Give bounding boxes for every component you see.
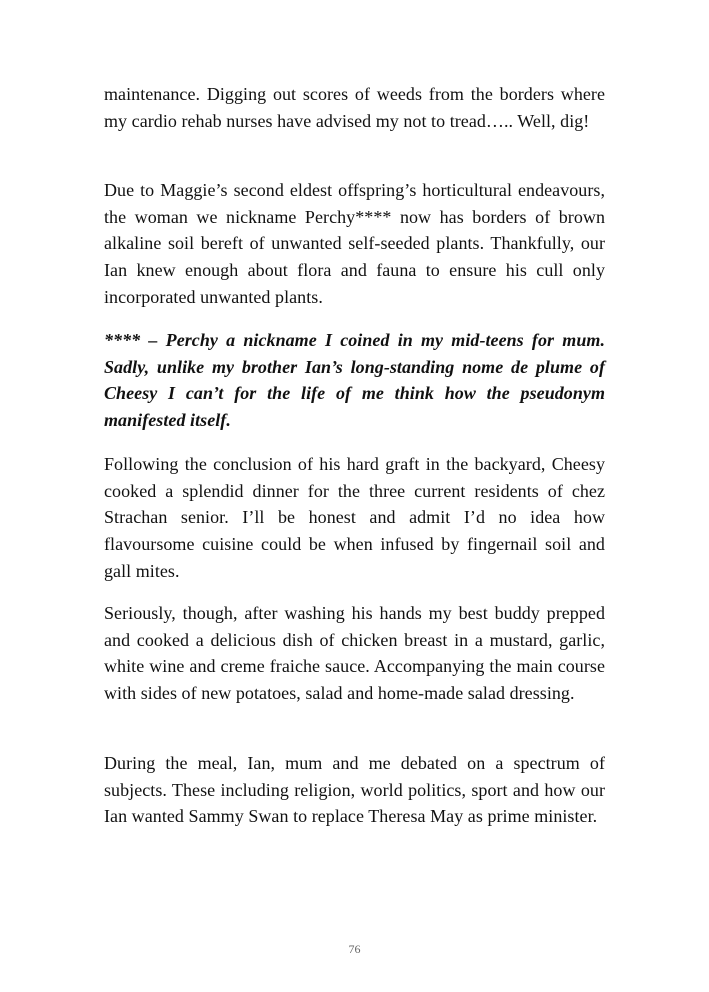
footnote-paragraph: **** – Perchy a nickname I coined in my mid-teens for mum. Sadly, unlike my brother Ian’s long-standing nome de plume of Cheesy I can’t for the life of me think how the pseudonym manifested itself.	[104, 330, 605, 431]
body-paragraph: During the meal, Ian, mum and me debated on a spectrum of subjects. These including religion, world politics, sport and how our Ian wanted Sammy Swan to replace Theresa May as prime minister.	[104, 753, 605, 827]
body-paragraph: Following the conclusion of his hard graft in the backyard, Cheesy cooked a splendid dinner for the three current residents of chez Strachan senior. I’ll be honest and admit I’d no idea how flavoursome cuisine could be when infused by fingernail soil and gall mites.	[104, 454, 605, 581]
body-paragraph: maintenance. Digging out scores of weeds from the borders where my cardio rehab nurses have advised my not to tread….. Well, dig!	[104, 84, 605, 131]
page-number: 76	[348, 942, 361, 956]
body-paragraph: Seriously, though, after washing his hands my best buddy prepped and cooked a delicious dish of chicken breast in a mustard, garlic, white wine and creme fraiche sauce. Accompanying the main course with sides of new potatoes, salad and home-made salad dressing.	[104, 603, 605, 704]
body-paragraph: Due to Maggie’s second eldest offspring’s horticultural endeavours, the woman we nickname Perchy**** now has borders of brown alkaline soil bereft of unwanted self-seeded plants. Thankfully, our Ian knew enough about flora and fauna to ensure his cull only incorporated unwanted plants.	[104, 180, 605, 307]
